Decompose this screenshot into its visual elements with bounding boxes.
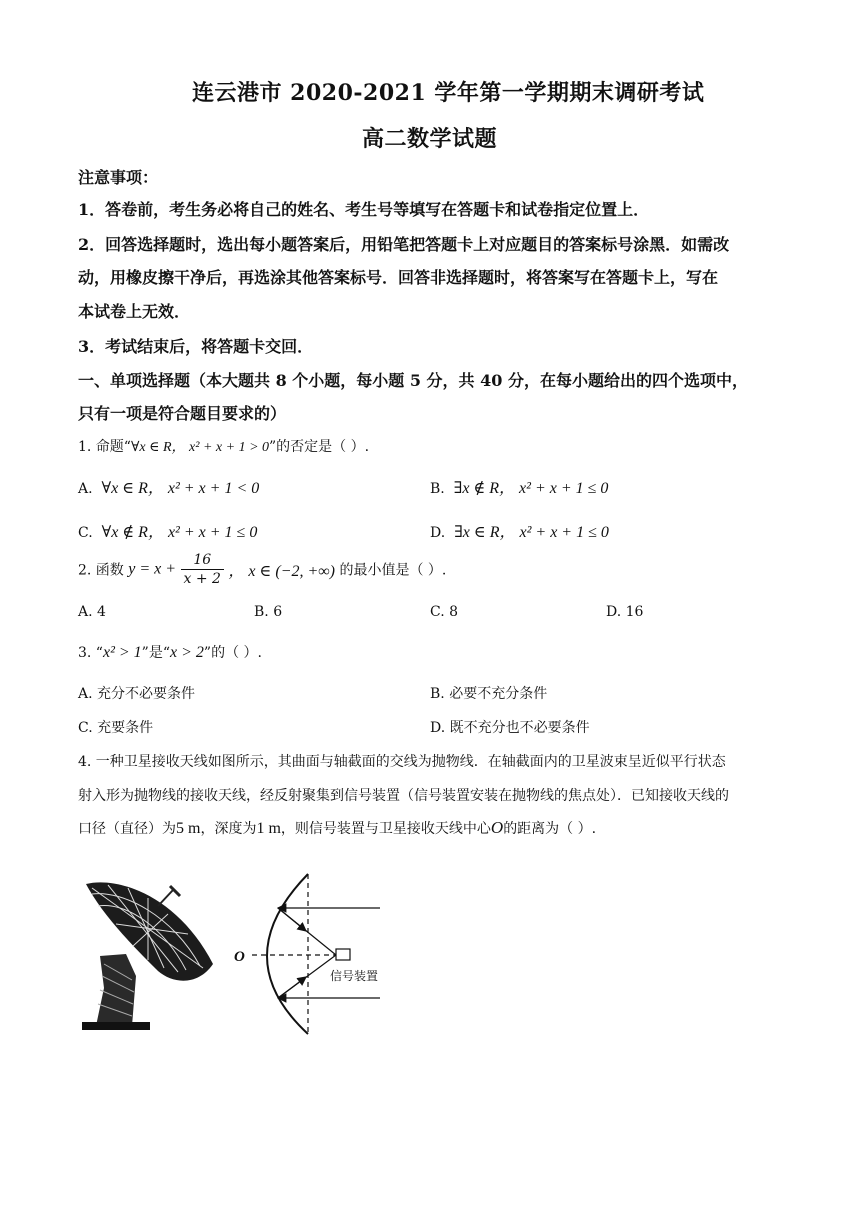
reflected-ray-arrow	[278, 908, 306, 931]
fraction-numerator: 16	[181, 551, 224, 570]
option-expr: ∀x ∈ R， x² + x + 1 < 0	[101, 480, 260, 497]
notice-item-2-line-2: 动，用橡皮擦干净后，再选涂其他答案标号．回答非选择题时，将答案写在答题卡上，写在	[78, 268, 719, 287]
question-1-stem-suffix: ”的否定是（ ）.	[269, 439, 370, 455]
option-expr: ∀x ∉ R， x² + x + 1 ≤ 0	[101, 524, 258, 541]
question-1-stem-prefix: 1. 命题“	[78, 439, 131, 455]
stem-expr-2: x > 2	[170, 644, 204, 661]
question-1-option-c	[78, 519, 257, 542]
option-label: D.	[430, 525, 446, 541]
question-2-option-c: C. 8	[430, 604, 459, 620]
stem-prefix: 3. “	[78, 645, 103, 661]
stem-suffix: ”的（ ）.	[203, 645, 262, 661]
question-3-option-c: C. 充要条件	[78, 720, 154, 736]
line-text: 的距离为（ ）.	[503, 821, 597, 837]
stem-mid: ”是“	[141, 645, 170, 661]
satellite-dish-picture	[78, 876, 218, 1032]
depth-value: 1 m	[256, 820, 281, 837]
section-heading-line-1: 一、单项选择题（本大题共 8 个小题，每小题 5 分，共 40 分，在每小题给出的四个选项中，	[78, 371, 748, 390]
notice-item-2-line-1: 2．回答选择题时，选出每小题答案后，用铅笔把答题卡上对应题目的答案标号涂黑．如需改	[78, 235, 730, 254]
question-2-option-d: D. 16	[606, 604, 644, 620]
question-2-expr-left: y = x +	[128, 560, 177, 578]
line-text: ，则信号装置与卫星接收天线中心	[280, 821, 491, 837]
question-2-stem	[78, 551, 446, 588]
option-label: A.	[78, 481, 93, 497]
notice-item-3: 3．考试结束后，将答题卡交回．	[78, 337, 314, 356]
center-symbol: O	[490, 818, 504, 837]
question-4-line-1: 4. 一种卫星接收天线如图所示，其曲面与轴截面的交线为抛物线．在轴截面内的卫星波束呈近似平行状态	[78, 754, 726, 770]
diameter-value: 5 m	[176, 820, 201, 837]
question-4-line-3	[78, 818, 596, 838]
question-2-option-a: A. 4	[78, 604, 106, 620]
parabola-curve	[267, 874, 308, 1034]
question-3-option-d: D. 既不充分也不必要条件	[430, 720, 590, 736]
notice-heading: 注意事项：	[78, 168, 159, 187]
question-1-stem	[78, 436, 369, 456]
line-text: 口径（直径）为	[78, 821, 176, 837]
option-expr: ∃x ∈ R， x² + x + 1 ≤ 0	[454, 524, 609, 541]
section-heading-line-2: 只有一项是符合题目要求的）	[78, 404, 287, 423]
parabola-diagram	[230, 870, 400, 1040]
question-2-fraction	[181, 551, 224, 588]
question-3-stem	[78, 642, 262, 662]
fraction-denominator: x + 2	[183, 571, 221, 587]
question-3-option-b: B. 必要不充分条件	[430, 686, 548, 702]
option-label: B.	[430, 481, 445, 497]
question-1-stem-expr: ∀x ∈ R， x² + x + 1 > 0	[130, 440, 270, 455]
line-text: ，深度为	[200, 821, 257, 837]
notice-item-2-line-3: 本试卷上无效．	[78, 302, 191, 321]
option-label: C.	[78, 525, 93, 541]
signal-device-label: 信号装置	[330, 969, 379, 983]
notice-item-1: 1．答卷前，考生务必将自己的姓名、考生号等填写在答题卡和试卷指定位置上．	[78, 200, 650, 219]
vertex-label: O	[234, 949, 245, 965]
question-4-line-2: 射入形为抛物线的接收天线，经反射聚集到信号装置（信号装置安装在抛物线的焦点处）．已知接收天线的	[78, 788, 729, 804]
option-expr: ∃x ∉ R， x² + x + 1 ≤ 0	[453, 480, 609, 497]
question-1-option-a	[78, 475, 259, 498]
satellite-dish-icon	[78, 876, 218, 1032]
question-2-stem-suffix: 的最小值是（ ）.	[339, 562, 447, 579]
stem-expr-1: x² > 1	[102, 644, 142, 661]
question-2-option-b: B. 6	[254, 604, 283, 620]
question-2-expr-right: ， x ∈ (−2, +∞)	[228, 563, 336, 580]
question-1-option-d	[430, 519, 609, 542]
signal-device-box	[336, 949, 350, 960]
exam-title: 连云港市 2020-2021 学年第一学期期末调研考试	[192, 80, 705, 106]
exam-subtitle: 高二数学试题	[362, 126, 498, 152]
question-2-stem-prefix: 2. 函数	[78, 562, 124, 579]
reflected-ray-arrow	[278, 977, 306, 998]
question-1-option-b	[430, 475, 608, 498]
question-3-option-a: A. 充分不必要条件	[78, 686, 196, 702]
